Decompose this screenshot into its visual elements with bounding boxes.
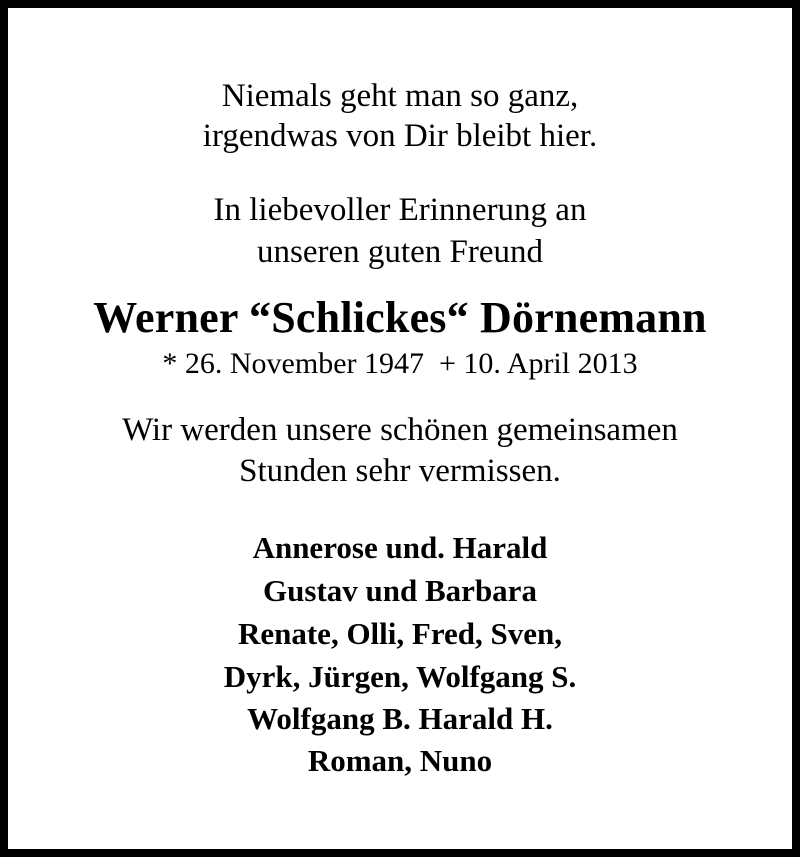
life-dates: * 26. November 1947 + 10. April 2013 — [162, 347, 638, 380]
message-line: Wir werden unsere schönen gemeinsamen — [122, 412, 678, 448]
verse-line: irgendwas von Dir bleibt hier. — [202, 118, 598, 154]
signer-line: Renate, Olli, Fred, Sven, — [237, 616, 563, 651]
signer-line: Wolfgang B. Harald H. — [247, 701, 553, 736]
dedication-line: unseren guten Freund — [257, 234, 543, 270]
deceased-name: Werner “Schlickes“ Dörnemann — [93, 293, 707, 342]
signer-line: Dyrk, Jürgen, Wolfgang S. — [223, 659, 577, 694]
verse-line: Niemals geht man so ganz, — [221, 78, 579, 114]
message-line: Stunden sehr vermissen. — [239, 453, 561, 489]
dedication-line: In liebevoller Erinnerung an — [213, 192, 587, 228]
signer-line: Gustav und Barbara — [263, 573, 537, 608]
signer-line: Annerose und. Harald — [252, 530, 548, 565]
signer-line: Roman, Nuno — [307, 743, 493, 778]
